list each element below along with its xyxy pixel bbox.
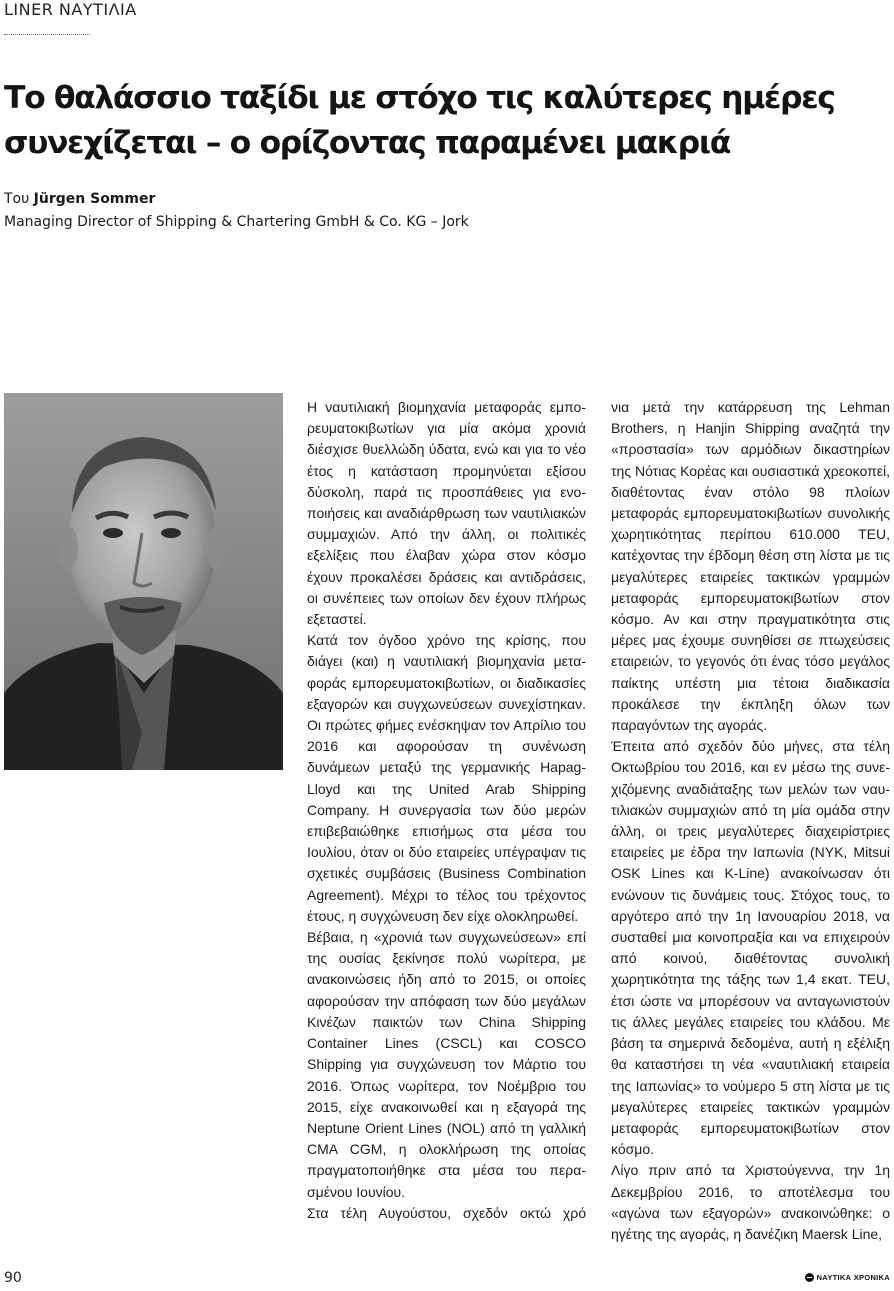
article-column-1 <box>307 397 586 1224</box>
paragraph: Κατά τον όγδοο χρόνο της κρίσης, που διάγει (και) η ναυτιλιακή βιομηχανία μεταφοράς εμπορευματοκιβωτίων, οι διαδικασίες εξαγορών και συγχωνεύσεων συνεχίστηκαν. Οι πρώτες φήμες ενέσκηψαν τον Απρίλιο του 2016 και αφορούσαν τη συνένωση δυνάμεων μεταξύ της γερμανικής Hapag-Lloyd και της United Arab Shipping Company. Η συνεργασία των δύο μερών επιβεβαιώθηκε επισήμως στα μέσα του Ιουλίου, όταν οι δύο εταιρείες υπέγραψαν τις σχετικές συμβάσεις (Business Combination Agreement). Μέχρι το τέλος του τρέχοντος έτους, η συγχώνευση δεν είχε ολοκληρωθεί. <box>307 632 586 924</box>
section-label: LINER ΝΑΥΤΙΛΙΑ <box>4 0 137 19</box>
author-prefix: Του <box>4 191 30 207</box>
headline-line-2: συνεχίζεται – ο ορίζοντας παραμένει μακριά <box>4 125 730 161</box>
paragraph: Η ναυτιλιακή βιομηχανία μεταφοράς εμπορευματοκιβωτίων για μία ακόμα χρονιά διέσχισε θυελλώδη ύδατα, ενώ και για το νέο έτος η κατάσταση προμηνύεται εξίσου δύσκολη, παρά τις προσπάθειες για ενοποιήσεις και αναδιάρθρωση των ναυτιλιακών συμμαχιών. Από την άλλη, οι πολιτικές εξελίξεις που έλαβαν χώρα στον κόσμο έχουν προκαλέσει δράσεις και αντιδράσεις, οι συνέπειες των οποίων δεν έχουν πλήρως εξεταστεί. <box>307 399 586 628</box>
paragraph: νια μετά την κατάρρευση της Lehman Brothers, η Hanjin Shipping αναζητά την «προστασία» των αρμόδιων δικαστηρίων της Νότιας Κορέας και ουσιαστικά χρεοκοπεί, διαθέτοντας έναν στόλο 98 πλοίων μεταφοράς εμπορευματοκιβωτίων συνολικής χωρητικότητας περίπου 610.000 TEU, κατέχοντας την έβδομη θέση στη λίστα με τις μεγαλύτερες εταιρείες τακτικών γραμμών μεταφοράς εμπορευματοκιβωτίων στον κόσμο. Αν και στην πραγματικότητα στις μέρες μας έχουμε συνηθίσει σε πτωχεύσεις εταιρειών, το γεγονός ότι ένας τόσο μεγάλος παίκτης υπέστη μια τέτοια διαδικασία προκάλεσε την έκπληξη όλων των παραγόντων της αγοράς. <box>611 399 890 734</box>
section-divider <box>4 34 90 35</box>
page-number: 90 <box>4 1270 22 1286</box>
paragraph: Στα τέλη Αυγούστου, σχεδόν οκτώ χρό <box>307 1204 586 1221</box>
byline <box>4 188 884 234</box>
brand-name: ΝΑΥΤΙΚΑ ΧΡΟΝΙΚΑ <box>816 1273 890 1282</box>
footer-brand <box>805 1273 890 1282</box>
author-line <box>4 188 884 211</box>
paragraph: Βέβαια, η «χρονιά των συγχωνεύσεων» επί της ουσίας ξεκίνησε πολύ νωρίτερα, με ανακοινώσεις ήδη από το 2015, οι οποίες αφορούσαν την απόφαση των δύο μεγάλων Κινέζων παικτών των China Shipping Container Lines (CSCL) και COSCO Shipping για συγχώνευση τον Μάρτιο του 2016. Όπως νωρίτερα, τον Νοέμβριο του 2015, είχε ανακοινωθεί και η εξαγορά της Neptune Orient Lines (NOL) από τη γαλλική CMA CGM, η ολοκλήρωση της οποίας πραγματοποιήθηκε στα μέσα του περασμένου Ιουνίου. <box>307 929 586 1200</box>
author-role: Managing Director of Shipping & Chartering GmbH & Co. KG – Jork <box>4 214 469 230</box>
brand-logo-icon <box>805 1273 814 1282</box>
author-name: Jürgen Sommer <box>33 191 156 207</box>
author-portrait <box>4 393 283 770</box>
paragraph: Έπειτα από σχεδόν δύο μήνες, στα τέλη Οκτωβρίου του 2016, και εν μέσω της συνεχιζόμενης αναδιάταξης των μελών των ναυτιλιακών συμμαχιών από τη μία ομάδα στην άλλη, οι τρεις μεγαλύτερες διαχειρίστριες εταιρείες με έδρα την Ιαπωνία (NYK, Mitsui OSK Lines και K-Line) ανακοίνωσαν ότι ενώνουν τις δυνάμεις τους. Στόχος τους, το αργότερο από την 1η Ιανουαρίου 2018, να συσταθεί μια κοινοπραξία και να επιχειρούν από κοινού, διαθέτοντας συνολική χωρητικότητα της τάξης των 1,4 εκατ. TEU, έτσι ώστε να μπορέσουν να ανταγωνιστούν τις άλλες μεγάλες εταιρείες του κλάδου. Με βάση τα σημερινά δεδομένα, αυτή η εξέλιξη θα καταστήσει τη νέα «ναυτιλιακή εταιρεία της Ιαπωνίας» το νούμερο 5 στη λίστα με τις μεγαλύτερες εταιρείες τακτικών γραμμών μεταφοράς εμπορευματοκιβωτίων στον κόσμο. <box>611 738 890 1158</box>
article-column-2 <box>611 397 890 1245</box>
headline-line-1: Το θαλάσσιο ταξίδι με στόχο τις καλύτερες ημέρες <box>4 80 835 116</box>
paragraph: Λίγο πριν από τα Χριστούγεννα, την 1η Δεκεμβρίου 2016, το αποτέλεσμα του «αγώνα των εξαγορών» ανακοινώθηκε: ο ηγέτης της αγοράς, η δανέζικη Maersk Line, <box>611 1162 890 1242</box>
article-headline <box>4 76 884 166</box>
